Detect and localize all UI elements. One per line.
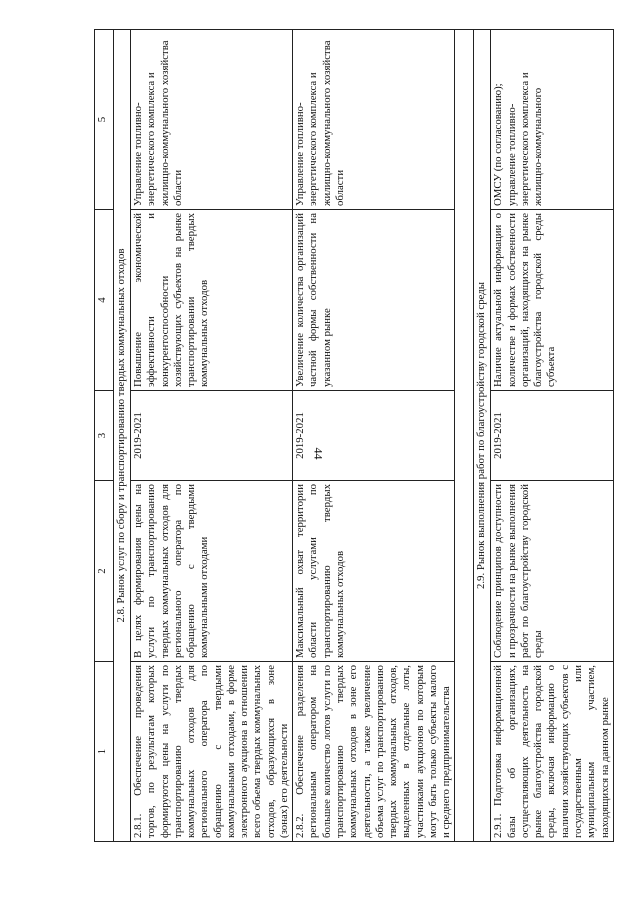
section-row	[474, 30, 491, 842]
term-cell: 2019-2021	[491, 391, 613, 481]
responsible-cell: Управление топливно-энергетического комплекса и жилищно-коммунального хозяйства области	[131, 30, 293, 210]
table-row	[293, 30, 455, 842]
document-sheet	[94, 30, 624, 842]
column-number-2: 2	[95, 481, 114, 662]
problem-cell: В целях формирования цены на услуги по транспортированию твердых коммунальных отходов для регионального оператора по обращению с твердыми коммунальными отходами	[131, 481, 293, 662]
section-row	[114, 30, 131, 842]
problem-cell: Соблюдение принципов доступности и прозрачности на рынке выполнения работ по благоустройству городской среды	[491, 481, 613, 662]
table-header-row	[95, 30, 114, 842]
section-title-2-8: 2.8. Рынок услуг по сбору и транспортированию твердых коммунальных отходов	[114, 30, 131, 842]
table-row	[491, 30, 613, 842]
result-cell: Увеличение количества организаций частной формы собственности на указанном рынке	[293, 210, 455, 391]
responsible-cell: Управление топливно-энергетического комплекса и жилищно-коммунального хозяйства области	[293, 30, 455, 210]
table-row	[131, 30, 293, 842]
term-cell: 2019-2021	[293, 391, 455, 481]
column-number-4: 4	[95, 210, 114, 391]
column-number-1: 1	[95, 662, 114, 842]
column-number-5: 5	[95, 30, 114, 210]
responsible-cell: ОМСУ (по согласованию); управление топливно-энергетического комплекса и жилищно-коммунального	[491, 30, 613, 210]
plan-table	[94, 29, 614, 842]
problem-cell: Максимальный охват территории области услугами по транспортированию твердых коммунальных отходов	[293, 481, 455, 662]
measure-cell: 2.8.2. Обеспечение разделения региональным оператором на большее количество лотов услуги по транспортированию твердых коммунальных отходов в зоне его деятельности, а также увеличение объема услуг по транспортированию твердых коммунальных отходов, выделенных в отдельные лоты, участниками аукционов по которым могут быть только субъекты малого и среднего предпринимательства	[293, 662, 455, 842]
measure-cell: 2.9.1. Подготовка информационной базы об организациях, осуществляющих деятельность на рынке благоустройства городской среды, включая информацию о наличии хозяйствующих субъектов с государственным или муниципальным участием, находящихся на данном рынке	[491, 662, 613, 842]
measure-cell: 2.8.1. Обеспечение проведения торгов, по результатам которых формируются цены на услуги по транспортированию твердых коммунальных отходов для регионального оператора по обращению с твердыми коммунальными отходами, в форме электронного аукциона в отношении всего объема твердых коммунальных отходов, образующихся в зоне (зонах) его деятельности	[131, 662, 293, 842]
term-cell: 2019-2021	[131, 391, 293, 481]
spacer-cell	[455, 30, 474, 842]
column-number-3: 3	[95, 391, 114, 481]
result-cell: Повышение экономической эффективности и конкурентоспособности хозяйствующих субъектов на рынке транспортировании твердых коммунальных отходов	[131, 210, 293, 391]
spacer-row	[455, 30, 474, 842]
result-cell: Наличие актуальной информации о количестве и формах собственности организаций, находящихся на рынке благоустройства городской среды субъекта	[491, 210, 613, 391]
page-number: 44	[311, 447, 326, 460]
section-title-2-9: 2.9. Рынок выполнения работ по благоустройству городской среды	[474, 30, 491, 842]
